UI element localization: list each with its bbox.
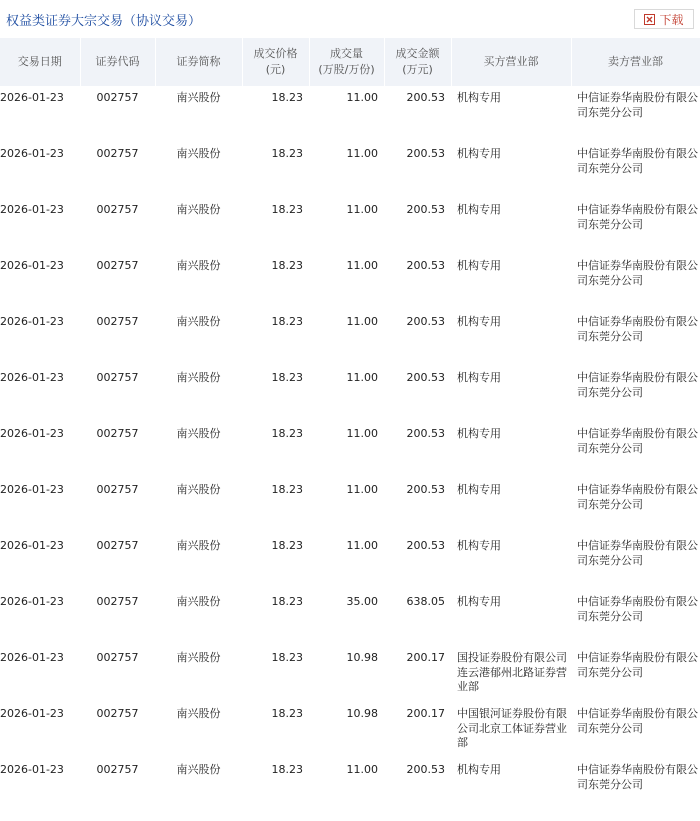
cell-amount <box>384 198 451 254</box>
cell-seller <box>571 366 700 422</box>
cell-date <box>0 702 80 758</box>
cell-date <box>0 422 80 478</box>
cell-code <box>80 310 155 366</box>
header-label: 证券代码 <box>95 55 140 68</box>
cell-seller-text: 中信证券华南股份有限公司东莞分公司 <box>577 595 698 623</box>
cell-amount <box>384 86 451 142</box>
cell-code <box>80 758 155 814</box>
cell-name-text: 南兴股份 <box>176 595 221 608</box>
cell-code <box>80 646 155 702</box>
cell-date-text: 2026-01-23 <box>0 147 64 160</box>
cell-seller <box>571 310 700 366</box>
table-row <box>0 590 700 646</box>
cell-code-text: 002757 <box>96 371 139 384</box>
header-label: 成交价格 <box>253 47 298 60</box>
header-label: (万股/万份) <box>318 63 375 76</box>
cell-code <box>80 590 155 646</box>
cell-seller-text: 中信证券华南股份有限公司东莞分公司 <box>577 707 698 735</box>
cell-seller-text: 中信证券华南股份有限公司东莞分公司 <box>577 147 698 175</box>
cell-code <box>80 198 155 254</box>
cell-seller <box>571 422 700 478</box>
table-row <box>0 142 700 198</box>
cell-seller-text: 中信证券华南股份有限公司东莞分公司 <box>577 539 698 567</box>
cell-price-text: 18.23 <box>271 371 303 384</box>
cell-volume-text: 11.00 <box>346 763 378 776</box>
cell-price <box>242 198 309 254</box>
cell-amount-text: 200.53 <box>406 315 445 328</box>
cell-date <box>0 198 80 254</box>
cell-buyer-text: 机构专用 <box>457 91 501 104</box>
cell-code-text: 002757 <box>96 259 139 272</box>
cell-buyer <box>451 646 571 702</box>
cell-volume <box>309 198 384 254</box>
cell-seller <box>571 254 700 310</box>
table-row <box>0 198 700 254</box>
page-title: 权益类证券大宗交易（协议交易） <box>6 14 202 29</box>
cell-price-text: 18.23 <box>271 203 303 216</box>
cell-volume-text: 11.00 <box>346 203 378 216</box>
cell-buyer <box>451 310 571 366</box>
cell-name <box>155 198 242 254</box>
cell-price <box>242 86 309 142</box>
cell-code-text: 002757 <box>96 763 139 776</box>
cell-name <box>155 646 242 702</box>
cell-amount <box>384 478 451 534</box>
cell-amount <box>384 534 451 590</box>
cell-price-text: 18.23 <box>271 763 303 776</box>
cell-buyer <box>451 758 571 814</box>
cell-buyer <box>451 198 571 254</box>
cell-price <box>242 758 309 814</box>
cell-price-text: 18.23 <box>271 259 303 272</box>
cell-date <box>0 646 80 702</box>
cell-name-text: 南兴股份 <box>176 147 221 160</box>
cell-price-text: 18.23 <box>271 539 303 552</box>
table-row <box>0 366 700 422</box>
cell-seller <box>571 142 700 198</box>
page-header <box>0 0 700 38</box>
cell-seller-text: 中信证券华南股份有限公司东莞分公司 <box>577 91 698 119</box>
cell-date <box>0 86 80 142</box>
cell-code <box>80 422 155 478</box>
cell-volume-text: 11.00 <box>346 371 378 384</box>
cell-seller <box>571 590 700 646</box>
cell-price-text: 18.23 <box>271 707 303 720</box>
table-row <box>0 534 700 590</box>
cell-buyer <box>451 702 571 758</box>
download-button[interactable] <box>634 9 694 29</box>
cell-amount-text: 200.17 <box>406 707 445 720</box>
cell-date <box>0 758 80 814</box>
cell-date-text: 2026-01-23 <box>0 427 64 440</box>
header-label: (元) <box>265 63 286 76</box>
cell-code <box>80 366 155 422</box>
cell-name <box>155 310 242 366</box>
cell-name <box>155 758 242 814</box>
cell-volume-text: 11.00 <box>346 539 378 552</box>
header-price[interactable] <box>242 38 309 86</box>
cell-amount-text: 200.53 <box>406 539 445 552</box>
block-trade-table <box>0 38 700 814</box>
cell-code <box>80 142 155 198</box>
cell-buyer-text: 机构专用 <box>457 539 501 552</box>
cell-price <box>242 702 309 758</box>
cell-amount <box>384 702 451 758</box>
cell-date <box>0 142 80 198</box>
cell-name-text: 南兴股份 <box>176 371 221 384</box>
cell-amount-text: 200.53 <box>406 371 445 384</box>
cell-seller <box>571 646 700 702</box>
cell-name <box>155 478 242 534</box>
cell-seller <box>571 198 700 254</box>
excel-icon <box>644 14 655 25</box>
cell-seller <box>571 534 700 590</box>
cell-code-text: 002757 <box>96 315 139 328</box>
cell-code-text: 002757 <box>96 203 139 216</box>
cell-seller-text: 中信证券华南股份有限公司东莞分公司 <box>577 483 698 511</box>
cell-seller <box>571 478 700 534</box>
cell-volume <box>309 590 384 646</box>
cell-volume-text: 35.00 <box>346 595 378 608</box>
header-seller[interactable] <box>571 38 700 86</box>
cell-amount <box>384 646 451 702</box>
cell-amount-text: 200.53 <box>406 91 445 104</box>
cell-buyer-text: 机构专用 <box>457 763 501 776</box>
cell-code-text: 002757 <box>96 651 139 664</box>
cell-buyer-text: 机构专用 <box>457 371 501 384</box>
table-row <box>0 422 700 478</box>
cell-buyer-text: 机构专用 <box>457 147 501 160</box>
cell-date <box>0 254 80 310</box>
cell-name-text: 南兴股份 <box>176 483 221 496</box>
cell-buyer-text: 中国银河证券股份有限公司北京工体证券营业部 <box>457 707 567 749</box>
cell-date-text: 2026-01-23 <box>0 707 64 720</box>
table-body <box>0 86 700 814</box>
cell-buyer-text: 机构专用 <box>457 259 501 272</box>
cell-code-text: 002757 <box>96 707 139 720</box>
cell-price <box>242 254 309 310</box>
header-code[interactable] <box>80 38 155 86</box>
cell-name-text: 南兴股份 <box>176 91 221 104</box>
cell-amount-text: 638.05 <box>406 595 445 608</box>
cell-amount-text: 200.53 <box>406 203 445 216</box>
cell-date-text: 2026-01-23 <box>0 371 64 384</box>
cell-volume <box>309 758 384 814</box>
cell-name-text: 南兴股份 <box>176 203 221 216</box>
cell-seller <box>571 702 700 758</box>
cell-volume <box>309 310 384 366</box>
cell-volume <box>309 366 384 422</box>
cell-amount <box>384 254 451 310</box>
cell-name <box>155 142 242 198</box>
cell-price <box>242 142 309 198</box>
table-row <box>0 702 700 758</box>
cell-volume <box>309 142 384 198</box>
cell-volume-text: 10.98 <box>346 651 378 664</box>
cell-volume <box>309 534 384 590</box>
cell-amount <box>384 758 451 814</box>
cell-price-text: 18.23 <box>271 147 303 160</box>
cell-code-text: 002757 <box>96 147 139 160</box>
cell-price <box>242 646 309 702</box>
cell-volume-text: 11.00 <box>346 427 378 440</box>
cell-date-text: 2026-01-23 <box>0 203 64 216</box>
cell-seller-text: 中信证券华南股份有限公司东莞分公司 <box>577 259 698 287</box>
cell-volume-text: 11.00 <box>346 91 378 104</box>
table-row <box>0 758 700 814</box>
cell-buyer <box>451 478 571 534</box>
cell-seller-text: 中信证券华南股份有限公司东莞分公司 <box>577 427 698 455</box>
download-label: 下载 <box>659 12 684 27</box>
cell-seller-text: 中信证券华南股份有限公司东莞分公司 <box>577 651 698 679</box>
cell-name-text: 南兴股份 <box>176 707 221 720</box>
cell-name <box>155 422 242 478</box>
cell-code-text: 002757 <box>96 539 139 552</box>
header-label: 买方营业部 <box>483 55 539 68</box>
cell-code-text: 002757 <box>96 427 139 440</box>
cell-volume <box>309 702 384 758</box>
cell-buyer-text: 机构专用 <box>457 315 501 328</box>
cell-amount-text: 200.53 <box>406 259 445 272</box>
header-label: (万元) <box>402 63 433 76</box>
cell-buyer-text: 机构专用 <box>457 203 501 216</box>
header-label: 卖方营业部 <box>608 55 663 68</box>
cell-amount <box>384 142 451 198</box>
cell-price-text: 18.23 <box>271 427 303 440</box>
cell-price <box>242 478 309 534</box>
cell-date <box>0 590 80 646</box>
cell-amount <box>384 422 451 478</box>
cell-name <box>155 86 242 142</box>
cell-date-text: 2026-01-23 <box>0 763 64 776</box>
cell-price-text: 18.23 <box>271 651 303 664</box>
table-row <box>0 646 700 702</box>
header-amount[interactable] <box>384 38 451 86</box>
table-row <box>0 478 700 534</box>
cell-price-text: 18.23 <box>271 91 303 104</box>
cell-buyer <box>451 86 571 142</box>
cell-buyer <box>451 254 571 310</box>
table-row <box>0 254 700 310</box>
cell-price <box>242 366 309 422</box>
cell-price-text: 18.23 <box>271 483 303 496</box>
cell-name <box>155 254 242 310</box>
cell-name-text: 南兴股份 <box>176 259 221 272</box>
header-label: 成交金额 <box>395 47 440 60</box>
cell-code <box>80 478 155 534</box>
cell-code <box>80 534 155 590</box>
cell-code-text: 002757 <box>96 595 139 608</box>
cell-volume <box>309 422 384 478</box>
cell-name <box>155 702 242 758</box>
cell-volume-text: 11.00 <box>346 147 378 160</box>
cell-code-text: 002757 <box>96 91 139 104</box>
cell-amount-text: 200.17 <box>406 651 445 664</box>
cell-date-text: 2026-01-23 <box>0 651 64 664</box>
header-name[interactable] <box>155 38 242 86</box>
cell-date <box>0 310 80 366</box>
header-label: 证券简称 <box>176 55 221 68</box>
cell-seller-text: 中信证券华南股份有限公司东莞分公司 <box>577 203 698 231</box>
cell-volume-text: 11.00 <box>346 483 378 496</box>
cell-buyer <box>451 142 571 198</box>
cell-name-text: 南兴股份 <box>176 651 221 664</box>
header-label: 成交量 <box>330 47 363 60</box>
header-volume[interactable] <box>309 38 384 86</box>
cell-volume-text: 11.00 <box>346 315 378 328</box>
cell-code <box>80 702 155 758</box>
cell-volume <box>309 646 384 702</box>
cell-buyer-text: 机构专用 <box>457 427 501 440</box>
cell-date-text: 2026-01-23 <box>0 91 64 104</box>
cell-seller <box>571 758 700 814</box>
cell-name <box>155 366 242 422</box>
cell-amount <box>384 590 451 646</box>
header-label: 交易日期 <box>17 55 62 68</box>
cell-buyer-text: 机构专用 <box>457 483 501 496</box>
cell-amount <box>384 366 451 422</box>
cell-seller-text: 中信证券华南股份有限公司东莞分公司 <box>577 371 698 399</box>
cell-amount <box>384 310 451 366</box>
cell-seller-text: 中信证券华南股份有限公司东莞分公司 <box>577 315 698 343</box>
cell-code <box>80 86 155 142</box>
cell-date-text: 2026-01-23 <box>0 483 64 496</box>
cell-amount-text: 200.53 <box>406 763 445 776</box>
cell-name-text: 南兴股份 <box>176 763 221 776</box>
cell-volume <box>309 86 384 142</box>
cell-volume <box>309 478 384 534</box>
table-row <box>0 310 700 366</box>
cell-buyer <box>451 366 571 422</box>
header-buyer[interactable] <box>451 38 571 86</box>
cell-buyer-text: 国投证券股份有限公司连云港郁州北路证券营业部 <box>457 651 567 693</box>
cell-name <box>155 534 242 590</box>
cell-volume-text: 10.98 <box>346 707 378 720</box>
cell-volume-text: 11.00 <box>346 259 378 272</box>
cell-volume <box>309 254 384 310</box>
cell-name <box>155 590 242 646</box>
cell-amount-text: 200.53 <box>406 147 445 160</box>
header-date[interactable] <box>0 38 80 86</box>
cell-date-text: 2026-01-23 <box>0 595 64 608</box>
cell-code <box>80 254 155 310</box>
cell-code-text: 002757 <box>96 483 139 496</box>
cell-price <box>242 534 309 590</box>
cell-seller <box>571 86 700 142</box>
cell-date-text: 2026-01-23 <box>0 539 64 552</box>
table-row <box>0 86 700 142</box>
cell-price <box>242 590 309 646</box>
cell-date-text: 2026-01-23 <box>0 259 64 272</box>
cell-name-text: 南兴股份 <box>176 539 221 552</box>
cell-amount-text: 200.53 <box>406 427 445 440</box>
cell-name-text: 南兴股份 <box>176 315 221 328</box>
cell-seller-text: 中信证券华南股份有限公司东莞分公司 <box>577 763 698 791</box>
cell-price-text: 18.23 <box>271 315 303 328</box>
cell-buyer <box>451 422 571 478</box>
cell-date <box>0 534 80 590</box>
cell-amount-text: 200.53 <box>406 483 445 496</box>
cell-price-text: 18.23 <box>271 595 303 608</box>
cell-buyer-text: 机构专用 <box>457 595 501 608</box>
cell-buyer <box>451 534 571 590</box>
cell-price <box>242 310 309 366</box>
cell-date-text: 2026-01-23 <box>0 315 64 328</box>
cell-price <box>242 422 309 478</box>
cell-name-text: 南兴股份 <box>176 427 221 440</box>
cell-date <box>0 366 80 422</box>
cell-date <box>0 478 80 534</box>
table-header-row <box>0 38 700 86</box>
cell-buyer <box>451 590 571 646</box>
